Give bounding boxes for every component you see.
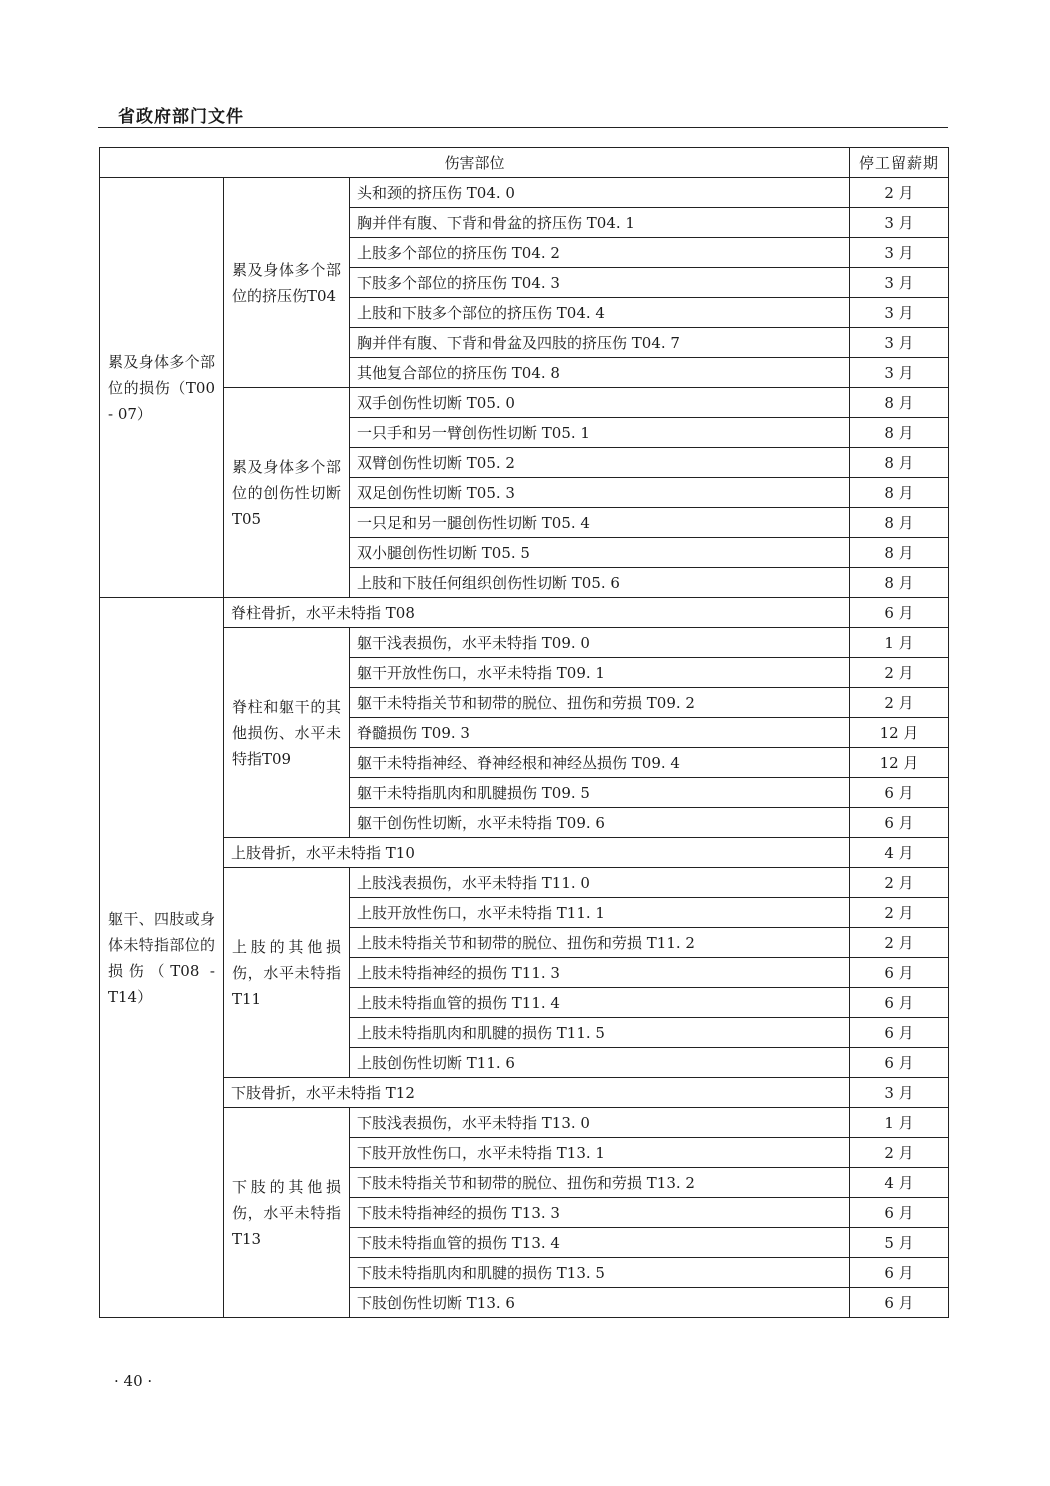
injury-site: 上肢未特指神经的损伤 T11. 3 [350,958,850,988]
group-label: 躯干、四肢或身体未特指部位的损伤（T08 - T14） [100,598,224,1318]
table-row [100,1108,949,1138]
duration-value: 8 月 [850,478,949,508]
injury-site: 上肢和下肢多个部位的挤压伤 T04. 4 [350,298,850,328]
subgroup-label: 脊柱和躯干的其他损伤、水平未特指T09 [224,628,350,838]
table-body [100,148,949,1318]
duration-value: 5 月 [850,1228,949,1258]
injury-site: 双手创伤性切断 T05. 0 [350,388,850,418]
duration-value: 3 月 [850,208,949,238]
duration-value: 3 月 [850,328,949,358]
table-row [100,868,949,898]
duration-value: 3 月 [850,238,949,268]
injury-duration-table [99,147,949,1318]
duration-value: 6 月 [850,1258,949,1288]
injury-site: 头和颈的挤压伤 T04. 0 [350,178,850,208]
injury-site: 下肢开放性伤口，水平未特指 T13. 1 [350,1138,850,1168]
duration-value: 6 月 [850,778,949,808]
duration-value: 6 月 [850,958,949,988]
duration-value: 8 月 [850,568,949,598]
duration-value: 3 月 [850,358,949,388]
injury-site: 下肢浅表损伤，水平未特指 T13. 0 [350,1108,850,1138]
duration-value: 6 月 [850,598,949,628]
duration-value: 8 月 [850,448,949,478]
injury-site: 下肢未特指神经的损伤 T13. 3 [350,1198,850,1228]
subgroup-label: 下肢的其他损伤，水平未特指T13 [224,1108,350,1318]
duration-value: 4 月 [850,838,949,868]
injury-site: 躯干未特指神经、脊神经根和神经丛损伤 T09. 4 [350,748,850,778]
duration-value: 6 月 [850,808,949,838]
duration-value: 8 月 [850,418,949,448]
duration-value: 2 月 [850,928,949,958]
duration-value: 1 月 [850,628,949,658]
subgroup-label: 上肢的其他损伤，水平未特指T11 [224,868,350,1078]
injury-site: 脊髓损伤 T09. 3 [350,718,850,748]
injury-site: 胸并伴有腹、下背和骨盆的挤压伤 T04. 1 [350,208,850,238]
injury-site: 双小腿创伤性切断 T05. 5 [350,538,850,568]
header-duration: 停工留薪期 [850,148,949,178]
injury-site: 下肢骨折，水平未特指 T12 [224,1078,850,1108]
duration-value: 3 月 [850,298,949,328]
duration-value: 6 月 [850,1048,949,1078]
injury-site: 上肢浅表损伤，水平未特指 T11. 0 [350,868,850,898]
duration-value: 12 月 [850,718,949,748]
injury-site: 下肢创伤性切断 T13. 6 [350,1288,850,1318]
injury-site: 上肢创伤性切断 T11. 6 [350,1048,850,1078]
injury-site: 上肢未特指肌肉和肌腱的损伤 T11. 5 [350,1018,850,1048]
duration-value: 2 月 [850,658,949,688]
duration-value: 2 月 [850,178,949,208]
group-label: 累及身体多个部位的损伤（T00 - 07） [100,178,224,598]
injury-site: 上肢未特指关节和韧带的脱位、扭伤和劳损 T11. 2 [350,928,850,958]
page-number: · 40 · [114,1372,153,1390]
duration-value: 6 月 [850,1018,949,1048]
injury-site: 上肢开放性伤口，水平未特指 T11. 1 [350,898,850,928]
injury-site: 躯干未特指关节和韧带的脱位、扭伤和劳损 T09. 2 [350,688,850,718]
injury-site: 一只手和另一臂创伤性切断 T05. 1 [350,418,850,448]
injury-site: 躯干开放性伤口，水平未特指 T09. 1 [350,658,850,688]
duration-value: 8 月 [850,388,949,418]
injury-site: 双臂创伤性切断 T05. 2 [350,448,850,478]
injury-site: 下肢未特指肌肉和肌腱的损伤 T13. 5 [350,1258,850,1288]
injury-site: 躯干未特指肌肉和肌腱损伤 T09. 5 [350,778,850,808]
table-row [100,838,949,868]
table-row [100,628,949,658]
duration-value: 2 月 [850,898,949,928]
table-row [100,1078,949,1108]
duration-value: 1 月 [850,1108,949,1138]
injury-site: 胸并伴有腹、下背和骨盆及四肢的挤压伤 T04. 7 [350,328,850,358]
injury-site: 其他复合部位的挤压伤 T04. 8 [350,358,850,388]
injury-site: 上肢未特指血管的损伤 T11. 4 [350,988,850,1018]
header-injury-site: 伤害部位 [100,148,850,178]
duration-value: 3 月 [850,1078,949,1108]
duration-value: 6 月 [850,1288,949,1318]
duration-value: 4 月 [850,1168,949,1198]
duration-value: 6 月 [850,1198,949,1228]
injury-site: 上肢和下肢任何组织创伤性切断 T05. 6 [350,568,850,598]
injury-site: 下肢未特指关节和韧带的脱位、扭伤和劳损 T13. 2 [350,1168,850,1198]
table-header-row [100,148,949,178]
duration-value: 6 月 [850,988,949,1018]
injury-site: 双足创伤性切断 T05. 3 [350,478,850,508]
injury-site: 躯干创伤性切断，水平未特指 T09. 6 [350,808,850,838]
duration-value: 2 月 [850,1138,949,1168]
subgroup-label: 累及身体多个部位的创伤性切断T05 [224,388,350,598]
subgroup-label: 累及身体多个部位的挤压伤T04 [224,178,350,388]
injury-site: 脊柱骨折，水平未特指 T08 [224,598,850,628]
duration-value: 2 月 [850,688,949,718]
injury-site: 一只足和另一腿创伤性切断 T05. 4 [350,508,850,538]
injury-site: 上肢骨折，水平未特指 T10 [224,838,850,868]
duration-value: 8 月 [850,538,949,568]
running-header: 省政府部门文件 [118,107,244,127]
table-row [100,178,949,208]
table-row [100,598,949,628]
injury-site: 下肢未特指血管的损伤 T13. 4 [350,1228,850,1258]
table-row [100,388,949,418]
header-rule [98,127,948,128]
duration-value: 12 月 [850,748,949,778]
duration-value: 8 月 [850,508,949,538]
injury-site: 上肢多个部位的挤压伤 T04. 2 [350,238,850,268]
injury-site: 下肢多个部位的挤压伤 T04. 3 [350,268,850,298]
duration-value: 3 月 [850,268,949,298]
injury-site: 躯干浅表损伤，水平未特指 T09. 0 [350,628,850,658]
duration-value: 2 月 [850,868,949,898]
